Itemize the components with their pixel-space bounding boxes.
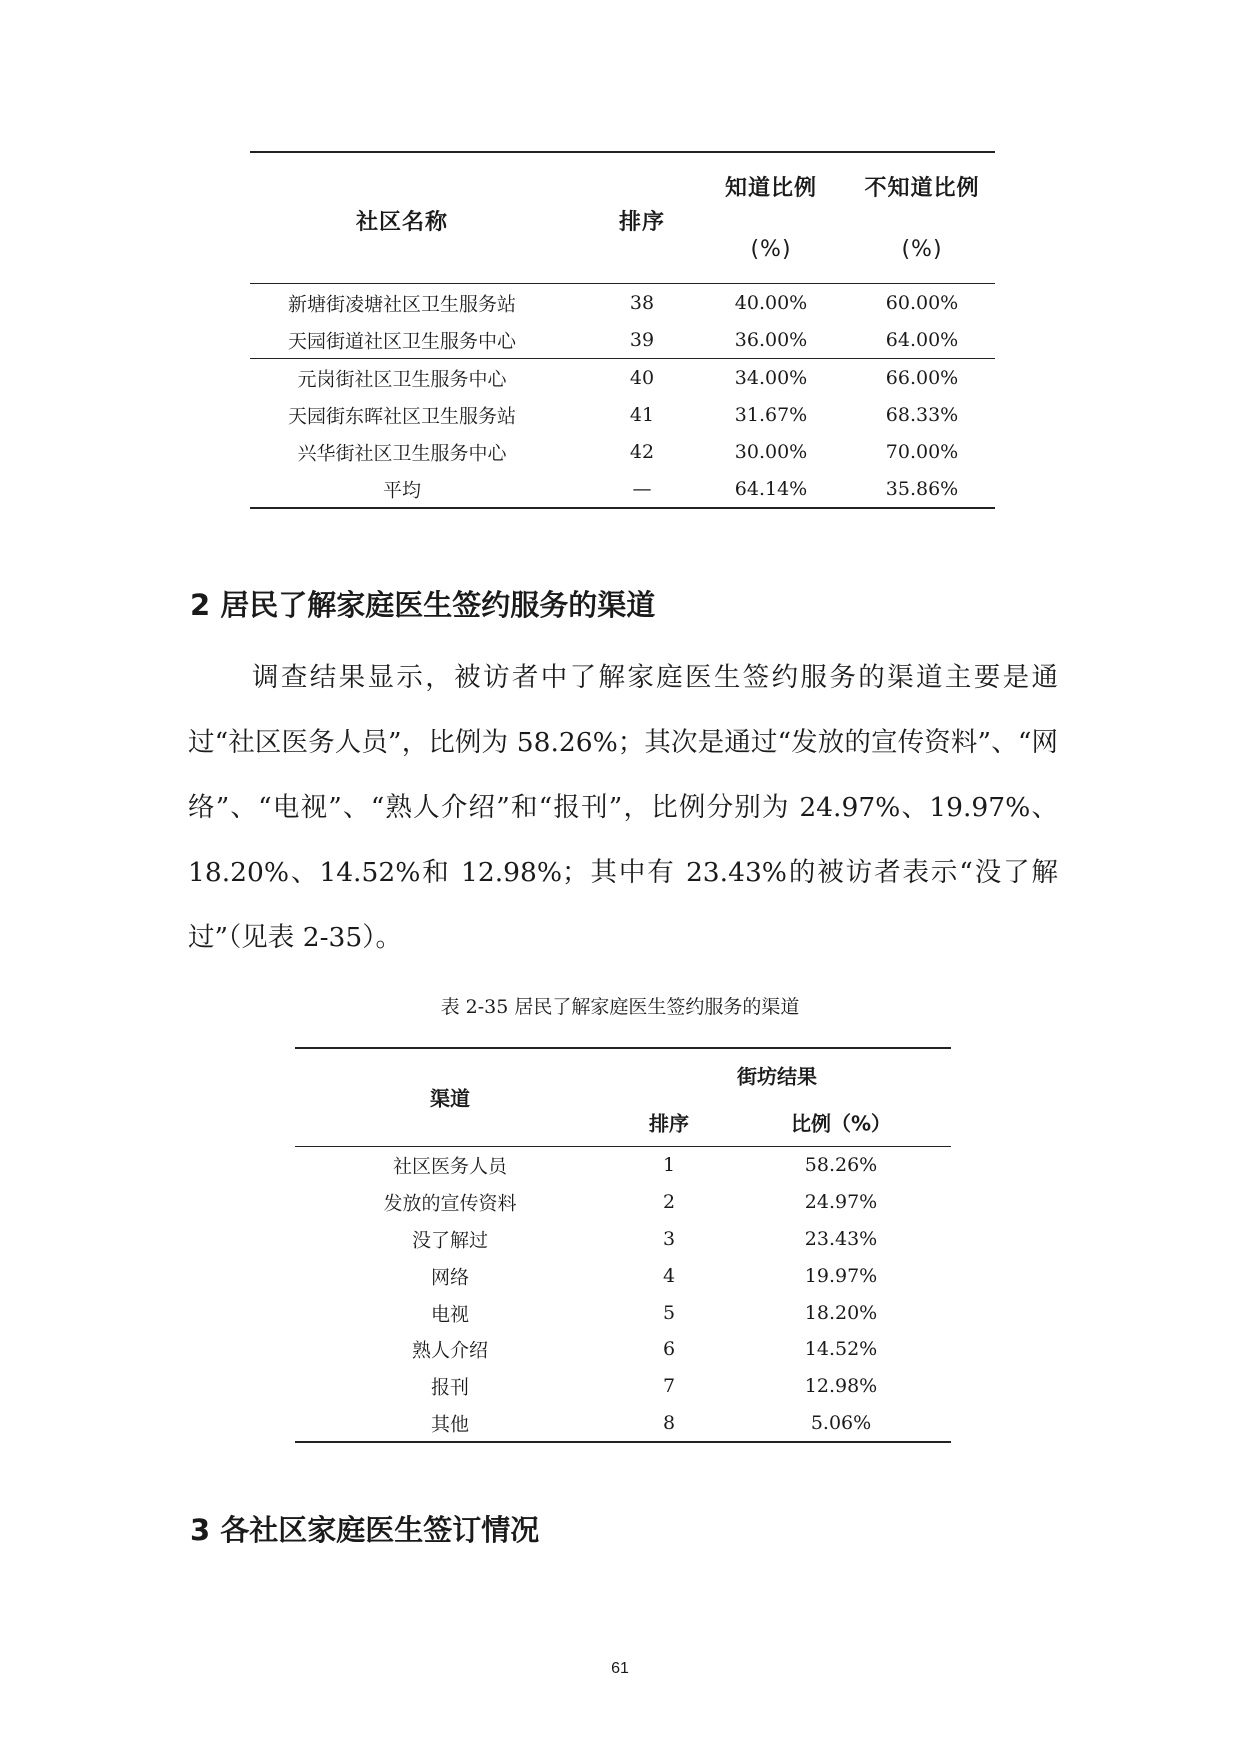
table-row (295, 1257, 951, 1294)
cell-rank: 7 (662, 1375, 676, 1398)
cell-ratio: 5.06% (810, 1411, 872, 1434)
header-know-ratio: 知道比例 (724, 176, 818, 201)
cell-rank: 1 (662, 1154, 676, 1177)
cell-channel: 发放的宣传资料 (383, 1192, 517, 1215)
table-header (295, 1049, 951, 1147)
table-body (295, 1147, 951, 1441)
table-row (295, 1331, 951, 1368)
cell-name: 天园街东晖社区卫生服务站 (287, 405, 517, 427)
cell-rank: — (632, 477, 652, 500)
header-know-unit: (%) (750, 237, 792, 262)
cell-channel: 没了解过 (411, 1229, 489, 1252)
cell-rank: 4 (662, 1264, 676, 1287)
section-heading-signing: 3 各社区家庭医生签订情况 (190, 1513, 540, 1547)
cell-ratio: 14.52% (804, 1338, 878, 1361)
cell-name: 兴华街社区卫生服务中心 (297, 442, 507, 464)
cell-name: 天园街道社区卫生服务中心 (287, 330, 517, 352)
body-paragraph: 调查结果显示，被访者中了解家庭医生签约服务的渠道主要是通过“社区医务人员”，比例为 58.26%；其次是通过“发放的宣传资料”、“网络”、“电视”、“熟人介绍”和“报刊”，比例分别为 24.97%、19.97%、18.20%、14.52%和 12.98%；其中有 23.43%的被访者表示“没了解过”（见表 2-35）。 (188, 662, 1058, 953)
table-row (295, 1294, 951, 1331)
cell-ratio: 18.20% (804, 1301, 878, 1324)
table-body (250, 284, 995, 507)
cell-channel: 社区医务人员 (392, 1155, 508, 1178)
cell-know: 40.00% (734, 291, 808, 314)
table-row (295, 1405, 951, 1442)
table-row (250, 359, 995, 396)
cell-know: 30.00% (734, 440, 808, 463)
cell-unknown: 60.00% (885, 291, 959, 314)
cell-rank: 8 (662, 1411, 676, 1434)
cell-unknown: 70.00% (885, 440, 959, 463)
table-caption: 表 2-35 居民了解家庭医生签约服务的渠道 (440, 996, 800, 1018)
cell-rank: 42 (629, 440, 655, 463)
table-row (250, 284, 995, 321)
table-row (295, 1368, 951, 1405)
cell-rank: 5 (662, 1301, 676, 1324)
cell-channel: 熟人介绍 (411, 1339, 489, 1362)
cell-name: 新塘街凌塘社区卫生服务站 (287, 293, 517, 315)
cell-channel: 报刊 (430, 1376, 470, 1399)
cell-rank: 39 (629, 328, 655, 351)
cell-ratio: 12.98% (804, 1375, 878, 1398)
cell-rank: 2 (662, 1191, 676, 1214)
cell-rank: 38 (629, 291, 655, 314)
section-heading-channels: 2 居民了解家庭医生签约服务的渠道 (190, 588, 656, 622)
header-unknown-unit: (%) (901, 237, 943, 262)
cell-know: 31.67% (734, 403, 808, 426)
header-rank: 排序 (618, 210, 666, 235)
cell-channel: 网络 (430, 1266, 470, 1289)
page-number: 61 (611, 1660, 629, 1677)
table-row (250, 321, 995, 359)
cell-know: 64.14% (734, 477, 808, 500)
cell-know: 34.00% (734, 366, 808, 389)
table-row-average (250, 470, 995, 507)
table-row (250, 396, 995, 433)
cell-unknown: 66.00% (885, 366, 959, 389)
table-row (295, 1221, 951, 1258)
cell-channel: 其他 (430, 1413, 470, 1436)
header-unknown-ratio: 不知道比例 (864, 176, 980, 201)
cell-ratio: 58.26% (804, 1154, 878, 1177)
community-awareness-table (250, 151, 995, 509)
table-row (295, 1184, 951, 1221)
header-community-name: 社区名称 (355, 210, 449, 235)
table-row (295, 1147, 951, 1184)
cell-know: 36.00% (734, 328, 808, 351)
header-rank: 排序 (649, 1111, 689, 1136)
cell-ratio: 24.97% (804, 1191, 878, 1214)
cell-name: 元岗街社区卫生服务中心 (297, 368, 507, 390)
cell-ratio: 19.97% (804, 1264, 878, 1287)
cell-rank: 40 (629, 366, 655, 389)
header-channel: 渠道 (430, 1086, 470, 1111)
cell-ratio: 23.43% (804, 1227, 878, 1250)
cell-rank: 3 (662, 1227, 676, 1250)
cell-name: 平均 (382, 479, 422, 501)
table-row (250, 433, 995, 470)
cell-unknown: 35.86% (885, 477, 959, 500)
table-header (250, 153, 995, 284)
cell-rank: 41 (629, 403, 655, 426)
cell-rank: 6 (662, 1338, 676, 1361)
cell-channel: 电视 (430, 1303, 470, 1326)
cell-unknown: 68.33% (885, 403, 959, 426)
header-ratio: 比例（%） (790, 1111, 892, 1136)
cell-unknown: 64.00% (885, 328, 959, 351)
channels-table (295, 1047, 951, 1443)
header-group: 街坊结果 (737, 1064, 817, 1089)
